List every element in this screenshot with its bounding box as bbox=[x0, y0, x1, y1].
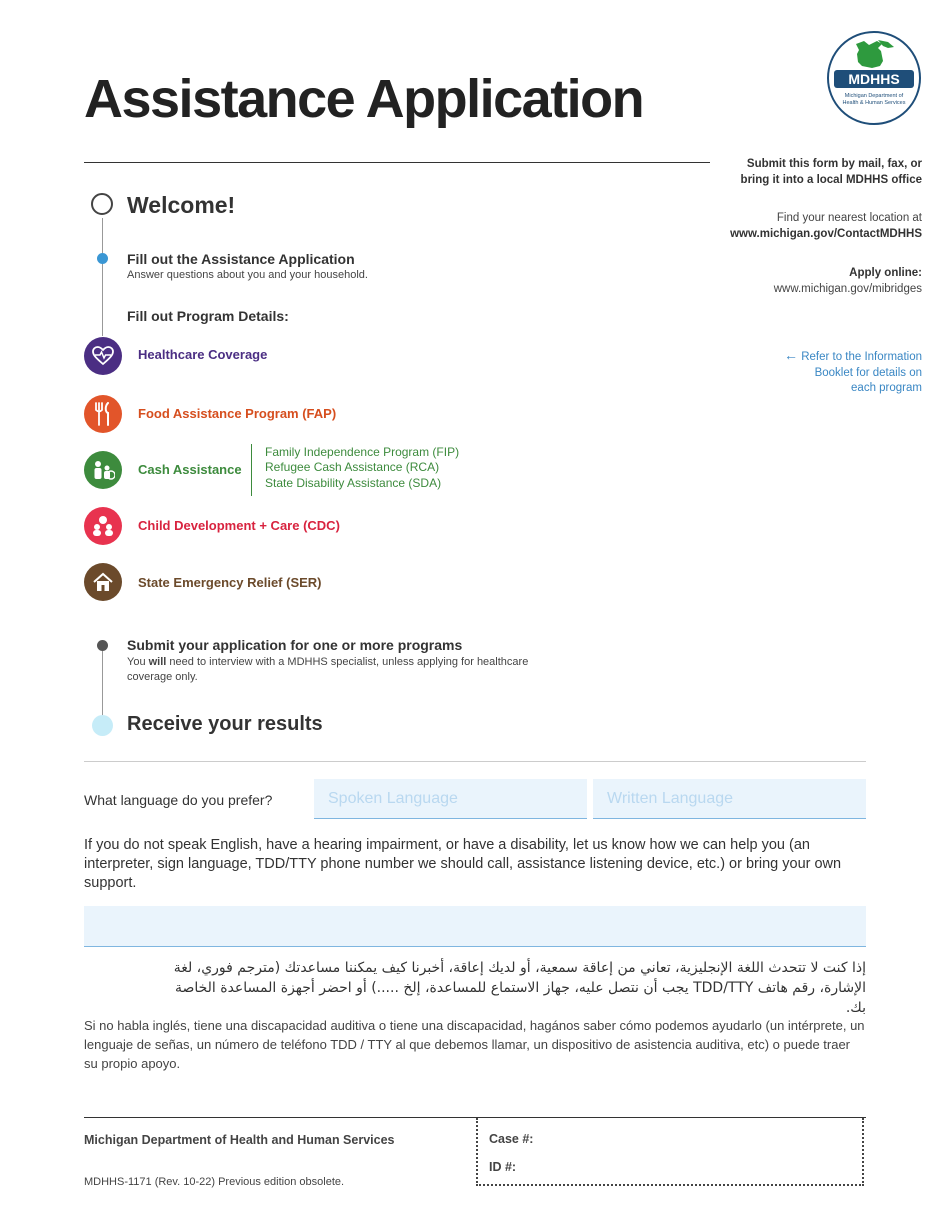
cash-program-fip: Family Independence Program (FIP) bbox=[265, 445, 460, 459]
submit-instructions-line2: bring it into a local MDHHS office bbox=[740, 173, 922, 186]
step-submit-title: Submit your application for one or more programs bbox=[127, 637, 463, 653]
step-fill-title: Fill out the Assistance Application bbox=[127, 251, 355, 267]
cash-program-rca: Refugee Cash Assistance (RCA) bbox=[265, 460, 440, 474]
timeline-line bbox=[102, 218, 103, 336]
booklet-note-line1: Refer to the Information bbox=[801, 351, 922, 363]
cash-program-sda: State Disability Assistance (SDA) bbox=[265, 476, 442, 490]
apply-online-link[interactable]: www.michigan.gov/mibridges bbox=[773, 282, 922, 295]
program-food-assistance: Food Assistance Program (FAP) bbox=[138, 406, 337, 421]
step-marker-results bbox=[92, 715, 113, 736]
mdhhs-logo bbox=[826, 30, 922, 126]
booklet-note-line2: Booklet for details on bbox=[814, 366, 922, 379]
step-marker-submit bbox=[97, 640, 108, 651]
accessibility-note-english: If you do not speak English, have a hearing impairment, or have a disability, let us know how we can help you (an interpreter, sign language, TDD/TTY phone number we should call, assistance listening device, etc.) or bring your own support. bbox=[84, 837, 842, 891]
id-number-field: ID #: bbox=[489, 1160, 517, 1174]
submit-instructions-line1: Submit this form by mail, fax, or bbox=[746, 158, 922, 170]
accessibility-note-arabic: إذا كنت لا تتحدث اللغة الإنجليزية، تعاني من إعاقة سمعية، أو لديك إعاقة، أخبرنا كيف يمكننا مساعدتك (مترجم فوري، لغة الإشارة، رقم هاتف TDD/TTY يجب أن نتصل عليه، جهاز الاستماع للمساعدة، إلخ .....) أو احضر أجهزة المساعدة الخاصة بك. bbox=[173, 960, 866, 1016]
step-welcome: Welcome! bbox=[127, 192, 236, 218]
submit-note-text: You bbox=[127, 656, 149, 668]
step-marker-fill bbox=[97, 253, 108, 264]
apply-online-label: Apply online: bbox=[849, 267, 922, 279]
svg-text:Michigan Department of: Michigan Department of bbox=[844, 93, 904, 99]
title-divider bbox=[84, 162, 710, 163]
accessibility-note-spanish: Si no habla inglés, tiene una discapacidad auditiva o tiene una discapacidad, hagános saber cómo podemos ayudarlo (un intérprete, un lenguaje de señas, un número de teléfono TDD / TTY al que debemos llamar, un dispositivo de asistencia auditiva, etc) o puede traer su propio apoyo. bbox=[84, 1018, 865, 1071]
step-results-title: Receive your results bbox=[127, 713, 323, 735]
svg-text:Health & Human Services: Health & Human Services bbox=[842, 100, 906, 106]
booklet-note-line3: each program bbox=[851, 382, 922, 394]
booklet-note bbox=[784, 348, 922, 397]
house-icon bbox=[84, 563, 122, 601]
program-details-heading: Fill out Program Details: bbox=[127, 308, 289, 324]
language-question: What language do you prefer? bbox=[84, 792, 273, 808]
step-submit-subtitle bbox=[127, 655, 547, 685]
program-healthcare: Healthcare Coverage bbox=[138, 347, 268, 362]
family-icon bbox=[84, 451, 122, 489]
page-title: Assistance Application bbox=[84, 69, 644, 129]
submit-note-emphasis: will bbox=[148, 656, 167, 668]
accessibility-needs-input[interactable] bbox=[84, 906, 866, 947]
submit-instructions bbox=[741, 157, 922, 188]
step-fill-subtitle: Answer questions about you and your household. bbox=[127, 269, 368, 281]
program-cash-assistance: Cash Assistance bbox=[138, 462, 242, 477]
program-child-development: Child Development + Care (CDC) bbox=[138, 518, 340, 533]
children-icon bbox=[84, 507, 122, 545]
office-locator-text: Find your nearest location at bbox=[776, 212, 922, 224]
form-number: MDHHS-1171 (Rev. 10-22) Previous edition obsolete. bbox=[84, 1176, 345, 1188]
fork-knife-icon bbox=[84, 395, 122, 433]
department-name: Michigan Department of Health and Human Services bbox=[84, 1133, 395, 1147]
svg-text:MDHHS: MDHHS bbox=[848, 71, 900, 87]
written-language-input[interactable] bbox=[593, 779, 866, 819]
timeline-line bbox=[102, 650, 103, 716]
office-locator-link[interactable]: www.michigan.gov/ContactMDHHS bbox=[730, 227, 922, 240]
office-locator bbox=[730, 211, 922, 242]
section-divider bbox=[84, 761, 866, 762]
case-number-field: Case #: bbox=[489, 1132, 534, 1146]
cash-program-bracket bbox=[251, 444, 252, 496]
heart-pulse-icon bbox=[84, 337, 122, 375]
arrow-left-icon: ← bbox=[783, 347, 798, 363]
spoken-language-input[interactable] bbox=[314, 779, 587, 819]
case-id-box bbox=[476, 1118, 864, 1186]
step-marker-welcome bbox=[91, 193, 113, 215]
program-emergency-relief: State Emergency Relief (SER) bbox=[138, 575, 322, 590]
submit-note-text: need to interview with a MDHHS specialist, unless applying for healthcare coverage only. bbox=[127, 656, 529, 683]
apply-online bbox=[774, 266, 922, 297]
